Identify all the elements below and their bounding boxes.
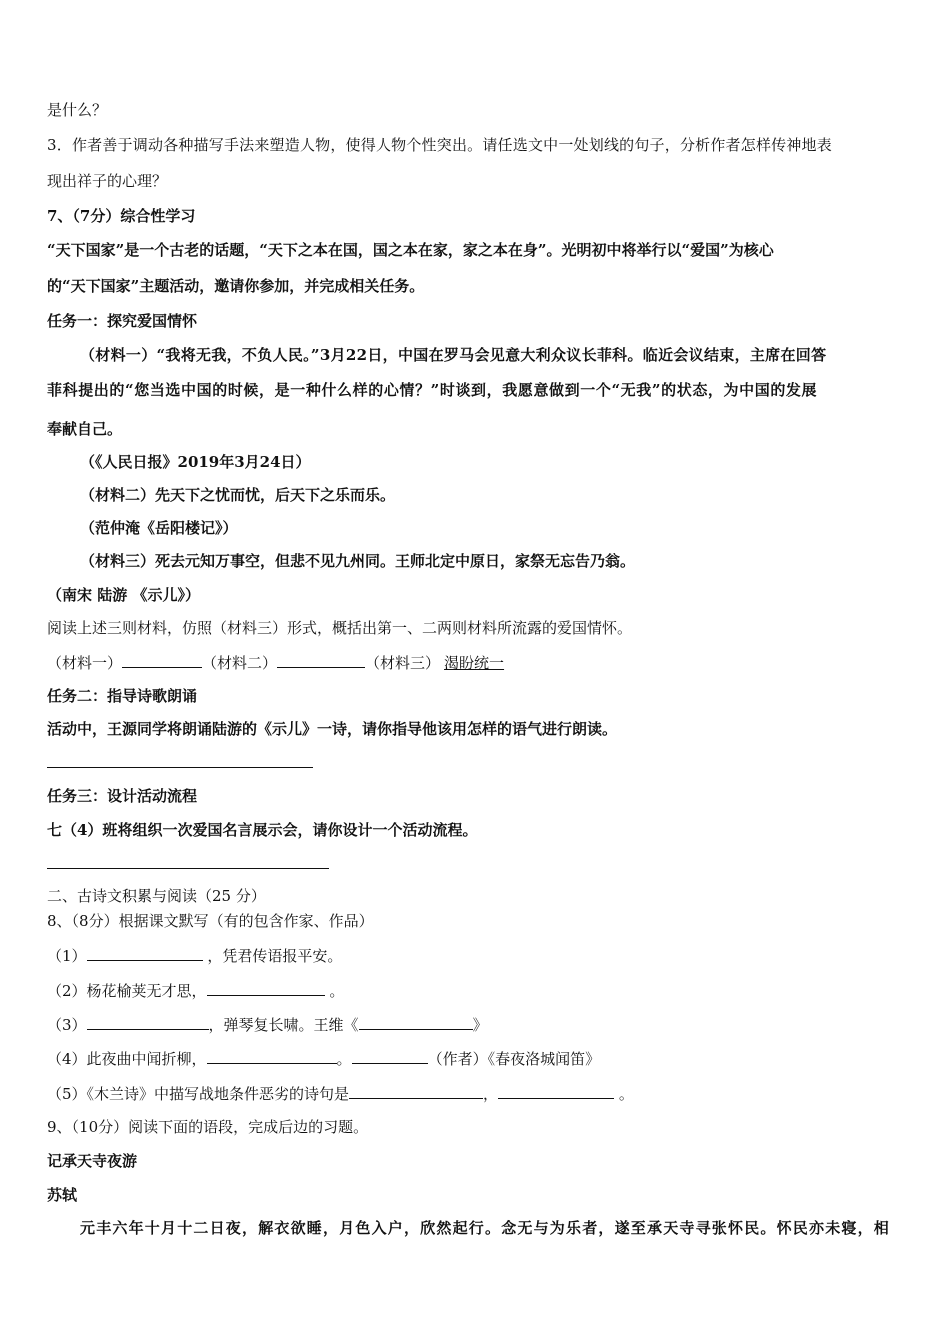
answer-blank[interactable]	[87, 1014, 209, 1030]
answer-line-task-3[interactable]	[47, 868, 329, 869]
item-text: 。	[618, 1085, 634, 1103]
prose-paragraph: 元丰六年十月十二日夜，解衣欲睡，月色入户，欣然起行。念无与为乐者，遂至承天寺寻张怀民。怀民亦未寝，相	[80, 1219, 891, 1237]
section-2-heading: 二、古诗文积累与阅读（25 分）	[47, 887, 266, 905]
answer-material-3: 渴盼统一	[444, 654, 505, 672]
answer-blank[interactable]	[87, 945, 203, 961]
item-text: （5）《木兰诗》中描写战地条件恶劣的诗句是	[47, 1085, 350, 1103]
question-7-title: 7、（7分）综合性学习	[47, 207, 196, 225]
material-2: （材料二）先天下之忧而忧，后天下之乐而乐。	[80, 486, 396, 504]
text-line: 现出祥子的心理？	[47, 172, 168, 190]
task-3-heading: 任务三：设计活动流程	[47, 787, 198, 805]
answer-blank[interactable]	[359, 1014, 473, 1030]
poem-author: 苏轼	[47, 1186, 78, 1204]
task-2-heading: 任务二：指导诗歌朗诵	[47, 687, 198, 705]
recitation-item-3	[47, 1014, 488, 1035]
material-1: 奉献自己。	[47, 420, 123, 438]
material-1-source: （《人民日报》2019年3月24日）	[80, 453, 311, 471]
item-text: 》	[472, 1016, 488, 1034]
fill-label-material-3: （材料三）	[365, 654, 441, 672]
item-text: （4）此夜曲中闻折柳，	[47, 1050, 207, 1068]
recitation-item-2	[47, 980, 344, 1001]
task-3-question: 七（4）班将组织一次爱国名言展示会，请你设计一个活动流程。	[47, 821, 478, 839]
answer-blank-material-1[interactable]	[122, 652, 202, 668]
text-line: 是什么？	[47, 101, 108, 119]
question-9-title: 9、（10分）阅读下面的语段，完成后边的习题。	[47, 1118, 369, 1136]
recitation-item-5	[47, 1083, 634, 1104]
answer-blank-material-2[interactable]	[277, 652, 365, 668]
material-1: 菲科提出的“您当选中国的时候，是一种什么样的心情？”时谈到，我愿意做到一个“无我”的状态，为中国的发展	[47, 381, 818, 399]
task-2-question: 活动中，王源同学将朗诵陆游的《示儿》一诗，请你指导他该用怎样的语气进行朗读。	[47, 720, 618, 738]
fill-label-material-1: （材料一）	[47, 654, 123, 672]
question-8-title: 8、（8分）根据课文默写（有的包含作家、作品）	[47, 912, 374, 930]
answer-blank[interactable]	[207, 1048, 337, 1064]
item-text: （2）杨花榆荚无才思，	[47, 982, 207, 1000]
item-text: 。	[329, 982, 345, 1000]
task-1-heading: 任务一：探究爱国情怀	[47, 312, 198, 330]
answer-blank[interactable]	[352, 1048, 428, 1064]
item-text: 。	[336, 1050, 352, 1068]
intro-paragraph: “天下国家”是一个古老的话题，“天下之本在国，国之本在家，家之本在身”。光明初中将举行以“爱国”为核心	[47, 241, 774, 259]
item-text: ，	[483, 1085, 499, 1103]
item-text: ，凭君传语报平安。	[207, 947, 343, 965]
intro-paragraph: 的“天下国家”主题活动，邀请你参加，并完成相关任务。	[47, 277, 425, 295]
fill-label-material-2: （材料二）	[202, 654, 278, 672]
answer-blank[interactable]	[498, 1083, 614, 1099]
fill-row-materials	[47, 652, 508, 673]
material-3-source: （南宋 陆游 《示儿》）	[47, 586, 200, 604]
material-1: （材料一）“我将无我，不负人民。”3月22日，中国在罗马会见意大利众议长菲科。临近会议结束，主席在回答	[80, 346, 827, 364]
item-text: ，弹琴复长啸。王维《	[208, 1016, 359, 1034]
recitation-item-1	[47, 945, 342, 966]
item-text: （作者）《春夜洛城闻笛》	[427, 1050, 601, 1068]
answer-blank[interactable]	[207, 980, 325, 996]
answer-blank[interactable]	[349, 1083, 483, 1099]
reading-task: 阅读上述三则材料，仿照（材料三）形式，概括出第一、二两则材料所流露的爱国情怀。	[47, 619, 633, 637]
answer-line-task-2[interactable]	[47, 767, 313, 768]
item-number: （1）	[47, 947, 87, 965]
poem-title: 记承天寺夜游	[47, 1152, 138, 1170]
question-3: 3．作者善于调动各种描写手法来塑造人物，使得人物个性突出。请任选文中一处划线的句子，分析作者怎样传神地表	[47, 136, 832, 154]
recitation-item-4	[47, 1048, 600, 1069]
material-2-source: （范仲淹《岳阳楼记》）	[80, 519, 238, 537]
item-number: （3）	[47, 1016, 87, 1034]
material-3: （材料三）死去元知万事空，但悲不见九州同。王师北定中原日，家祭无忘告乃翁。	[80, 552, 636, 570]
